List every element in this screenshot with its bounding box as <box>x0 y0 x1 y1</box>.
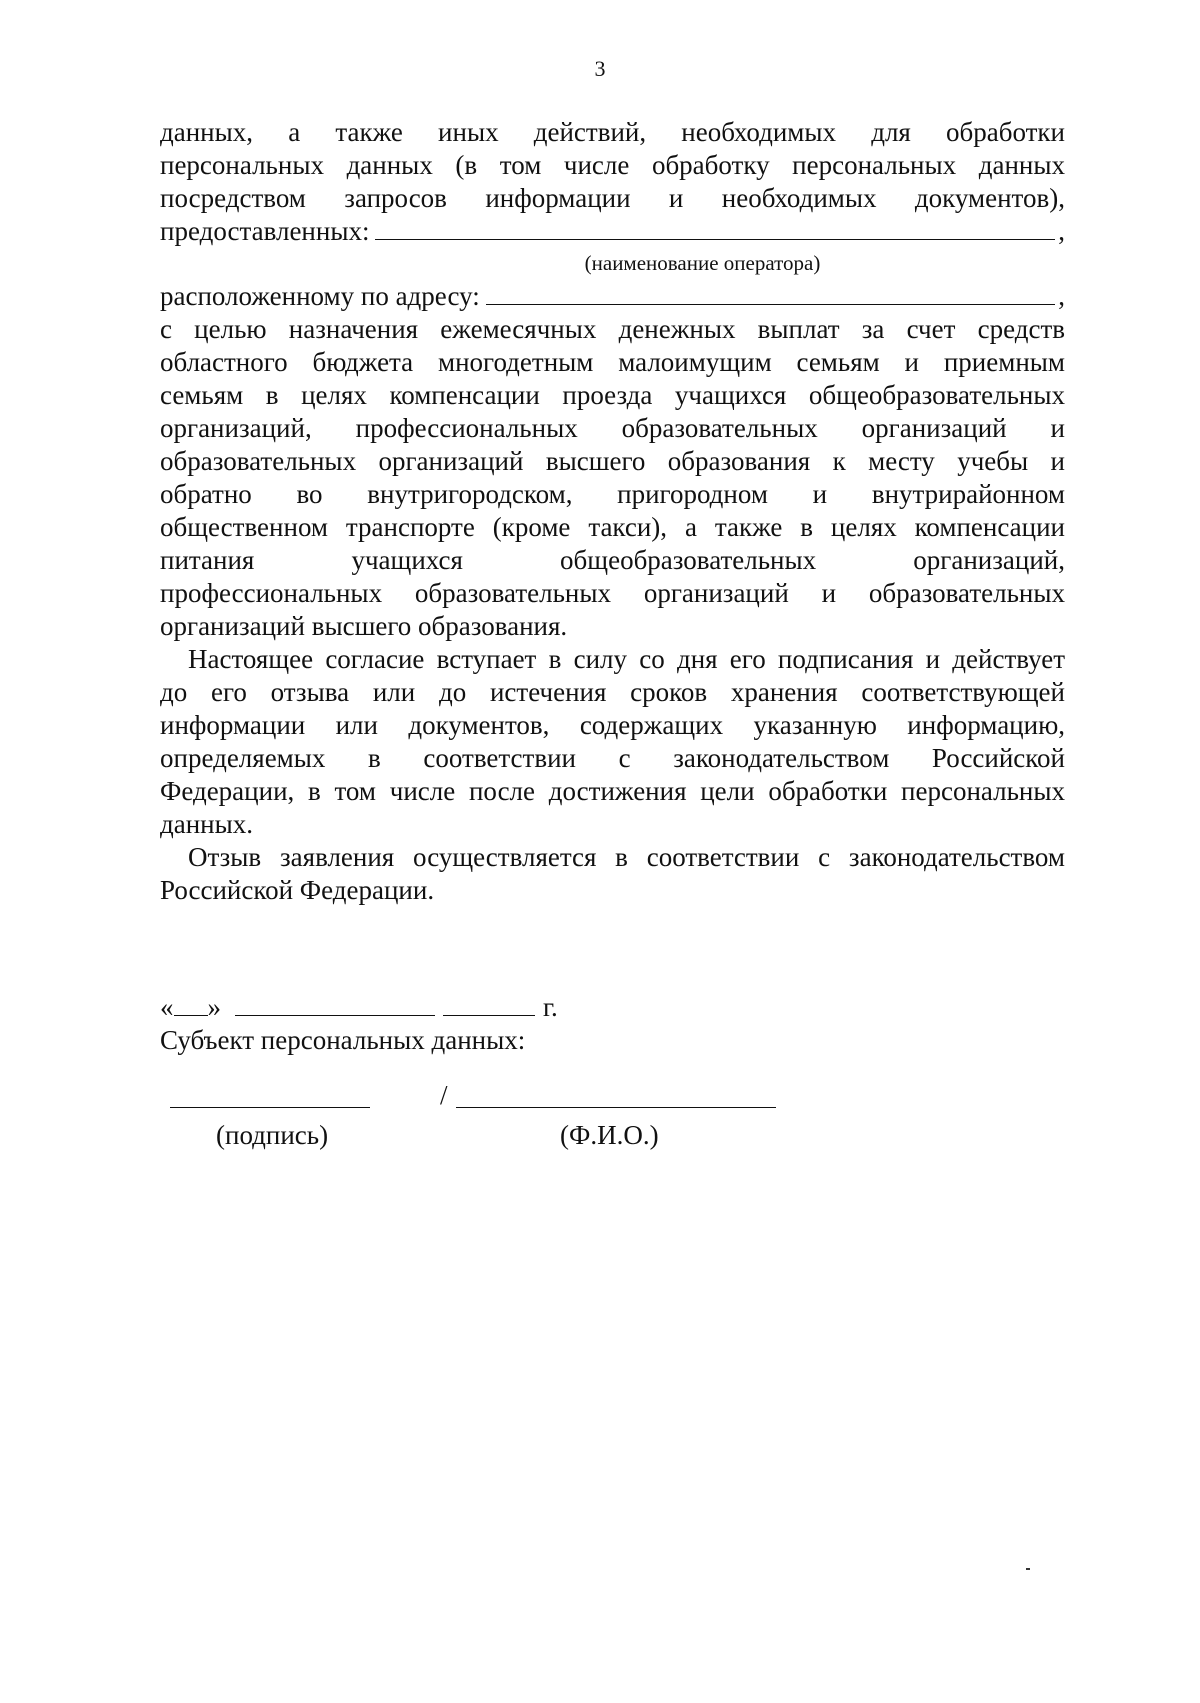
address-label: расположенному по адресу: <box>160 281 480 311</box>
date-open-quote: « <box>160 992 174 1022</box>
intro-line: данных, а также иных действий, необходимых для обработки <box>160 117 1065 147</box>
subject-label: Субъект персональных данных: <box>160 1025 526 1055</box>
date-row <box>160 991 1065 1024</box>
validity-line: до его отзыва или до истечения сроков хранения соответствующей <box>160 677 1065 707</box>
document-body <box>160 116 1065 1161</box>
signature-block <box>160 991 1065 1161</box>
provided-row <box>160 215 1065 248</box>
intro-line: посредством запросов информации и необходимых документов), <box>160 183 1065 213</box>
date-year-field[interactable] <box>443 993 535 1016</box>
purpose-line: организаций высшего образования. <box>160 611 568 641</box>
validity-line: данных. <box>160 809 254 839</box>
fio-field[interactable] <box>456 1107 776 1108</box>
purpose-line: образовательных организаций высшего образования к месту учебы и <box>160 446 1065 476</box>
validity-line: Федерации, в том числе после достижения цели обработки персональных <box>160 776 1065 806</box>
purpose-line: профессиональных образовательных организаций и образовательных <box>160 578 1065 608</box>
withdrawal-line: Российской Федерации. <box>160 875 435 905</box>
purpose-line: областного бюджета многодетным малоимущим семьям и приемным <box>160 347 1065 377</box>
purpose-line: питания учащихся общеобразовательных организаций, <box>160 545 1065 575</box>
provided-label: предоставленных: <box>160 216 370 246</box>
address-row <box>160 280 1065 313</box>
purpose-line: с целью назначения ежемесячных денежных выплат за счет средств <box>160 314 1065 344</box>
address-field[interactable] <box>486 280 1056 305</box>
validity-line: информации или документов, содержащих указанную информацию, <box>160 710 1065 740</box>
intro-line: персональных данных (в том числе обработку персональных данных <box>160 150 1065 180</box>
date-close-quote: » <box>207 992 221 1022</box>
operator-name-field[interactable] <box>375 215 1055 240</box>
purpose-line: семьям в целях компенсации проезда учащихся общеобразовательных <box>160 380 1065 410</box>
operator-caption: (наименование оператора) <box>584 251 821 275</box>
purpose-line: обратно во внутригородском, пригородном и внутрирайонном <box>160 479 1065 509</box>
validity-line: определяемых в соответствии с законодательством Российской <box>160 743 1065 773</box>
validity-line: Настоящее согласие вступает в силу со дня его подписания и действует <box>188 644 1065 674</box>
signature-caption: (подпись) <box>216 1120 329 1150</box>
signature-field[interactable] <box>170 1107 370 1108</box>
trailing-comma: , <box>1058 216 1065 246</box>
scan-speck <box>1026 1568 1030 1570</box>
page-number: 3 <box>594 56 606 81</box>
purpose-line: организаций, профессиональных образовательных организаций и <box>160 413 1065 443</box>
fio-caption: (Ф.И.О.) <box>560 1120 659 1150</box>
date-month-field[interactable] <box>235 993 435 1016</box>
date-day-field[interactable] <box>174 993 208 1016</box>
date-year-suffix: г. <box>543 992 558 1022</box>
signature-lines <box>160 1071 1065 1161</box>
withdrawal-line: Отзыв заявления осуществляется в соответствии с законодательством <box>188 842 1065 872</box>
separator-slash: / <box>440 1080 448 1110</box>
purpose-line: общественном транспорте (кроме такси), а также в целях компенсации <box>160 512 1065 542</box>
trailing-comma: , <box>1058 281 1065 311</box>
